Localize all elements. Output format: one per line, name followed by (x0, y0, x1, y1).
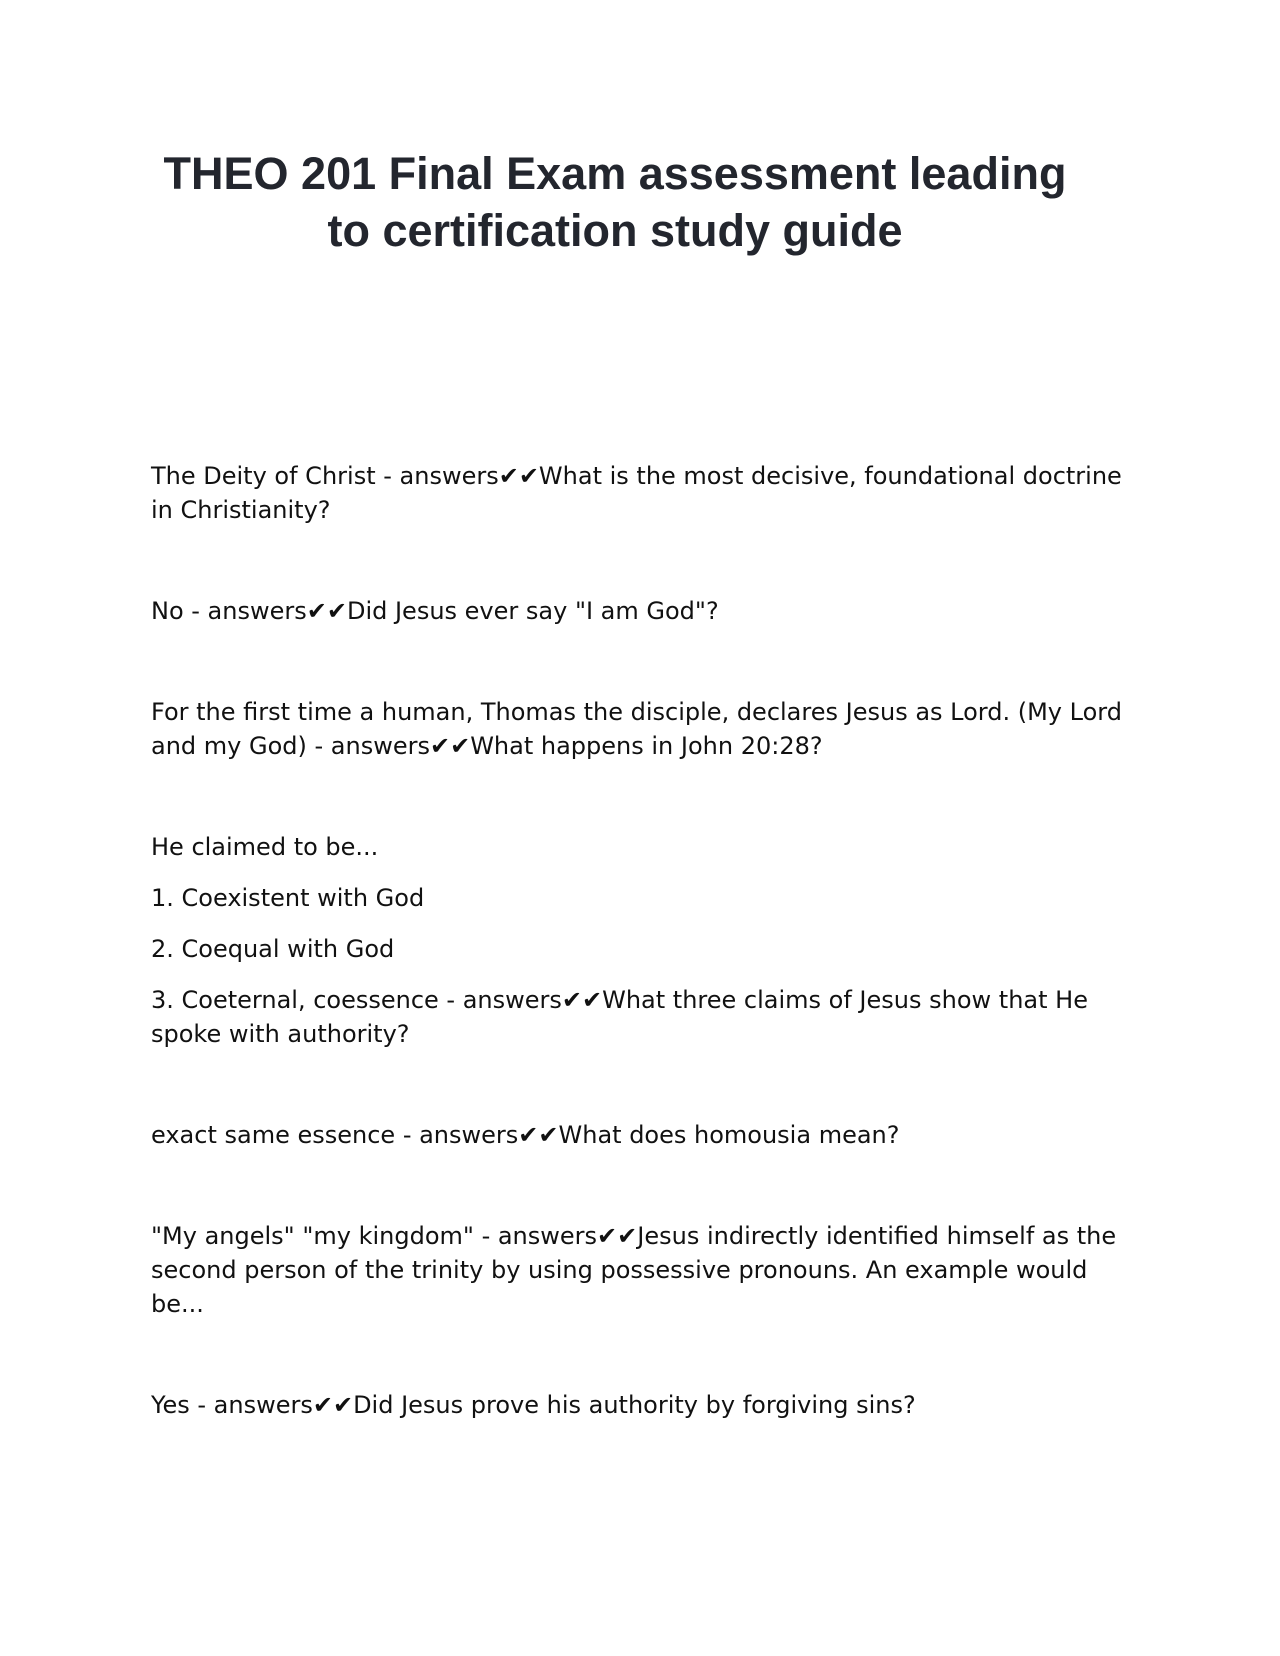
qa-item-claim-2: 2. Coequal with God (151, 935, 395, 963)
qa-item-deity-of-christ: The Deity of Christ - answers✔✔What is the most decisive, foundational doctrine in Christianity? (151, 462, 1122, 524)
qa-item-possessive-pronouns: "My angels" "my kingdom" - answers✔✔Jesus indirectly identified himself as the second person of the trinity by using possessive pronouns. An example would be... (151, 1222, 1117, 1318)
qa-item-homousia: exact same essence - answers✔✔What does homousia mean? (151, 1121, 900, 1149)
qa-item-forgiving-sins: Yes - answers✔✔Did Jesus prove his authority by forgiving sins? (151, 1391, 916, 1419)
document-title (100, 145, 1130, 259)
qa-item-claim-1: 1. Coexistent with God (151, 884, 425, 912)
qa-item-i-am-god: No - answers✔✔Did Jesus ever say "I am God"? (151, 597, 719, 625)
qa-item-claim-3: 3. Coeternal, coessence - answers✔✔What three claims of Jesus show that He spoke with authority? (151, 986, 1088, 1048)
document-body (151, 459, 1131, 1422)
title-line-2: to certification study guide (327, 205, 903, 256)
qa-item-claims-intro: He claimed to be... (151, 833, 379, 861)
qa-item-john-20-28: For the first time a human, Thomas the disciple, declares Jesus as Lord. (My Lord and my God) - answers✔✔What happens in John 20:28? (151, 698, 1122, 760)
title-line-1: THEO 201 Final Exam assessment leading (163, 148, 1067, 199)
